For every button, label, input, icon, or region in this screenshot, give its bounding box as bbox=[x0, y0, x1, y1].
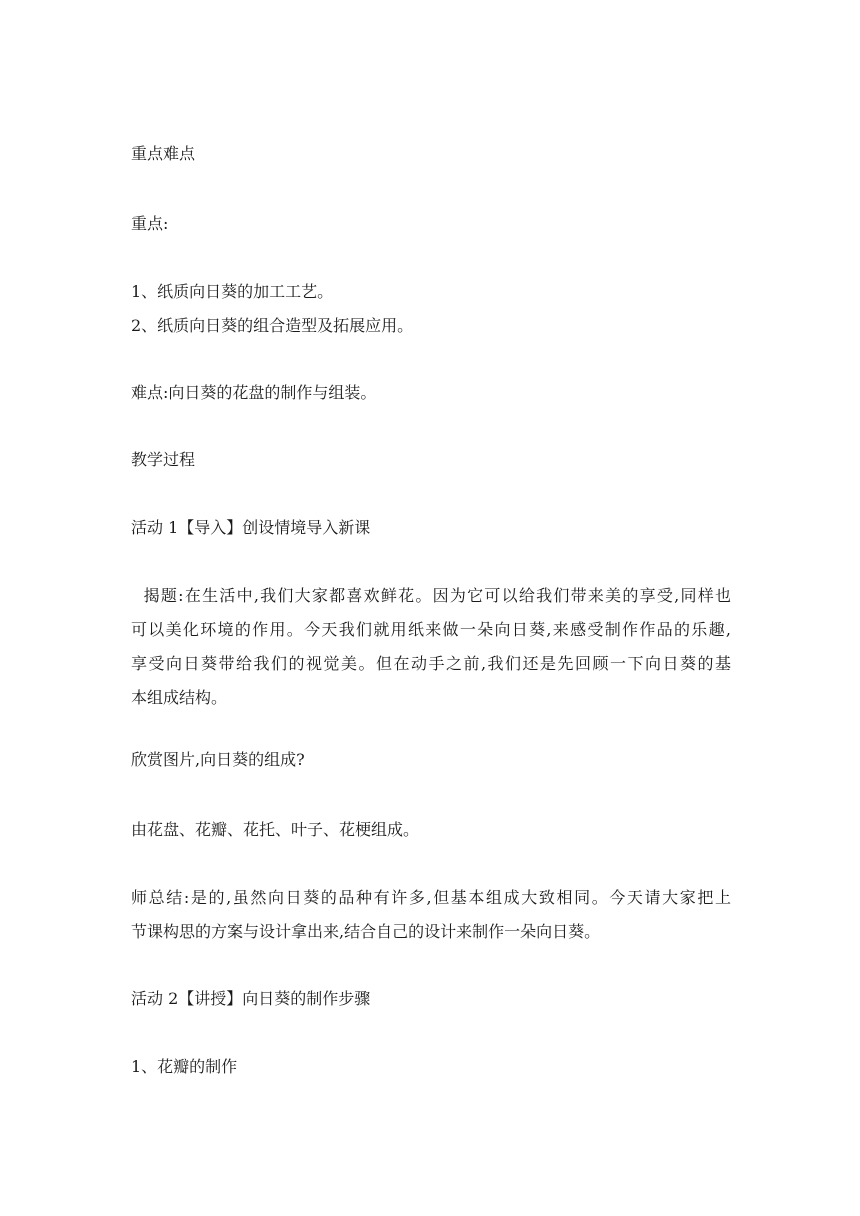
intro-paragraph bbox=[131, 579, 731, 715]
key-points-label: 重点: bbox=[131, 214, 169, 233]
activity-2-title: 活动 2【讲授】向日葵的制作步骤 bbox=[131, 989, 371, 1008]
intro-paragraph-line: 可以美化环境的作用。今天我们就用纸来做一朵向日葵,来感受制作作品的乐趣, bbox=[131, 620, 731, 639]
section-heading-key-points: 重点难点 bbox=[131, 144, 196, 163]
step-1-title: 1、花瓣的制作 bbox=[131, 1057, 238, 1076]
key-point-item-1: 1、纸质向日葵的加工工艺。 bbox=[131, 282, 334, 301]
difficulty-point: 难点:向日葵的花盘的制作与组装。 bbox=[131, 383, 377, 402]
section-heading-teaching-process: 教学过程 bbox=[131, 450, 196, 469]
intro-paragraph-line: 享受向日葵带给我们的视觉美。但在动手之前,我们还是先回顾一下向日葵的基 bbox=[131, 654, 731, 673]
summary-paragraph-line: 师总结:是的,虽然向日葵的品种有许多,但基本组成大致相同。今天请大家把上 bbox=[131, 888, 731, 907]
appreciate-question: 欣赏图片,向日葵的组成? bbox=[131, 750, 305, 769]
activity-1-title: 活动 1【导入】创设情境导入新课 bbox=[131, 518, 371, 537]
summary-paragraph-line: 节课构思的方案与设计拿出来,结合自己的设计来制作一朵向日葵。 bbox=[131, 922, 601, 941]
intro-paragraph-line: 本组成结构。 bbox=[131, 688, 228, 707]
summary-paragraph bbox=[131, 881, 731, 949]
intro-paragraph-line: 揭题:在生活中,我们大家都喜欢鲜花。因为它可以给我们带来美的享受,同样也 bbox=[131, 586, 731, 605]
key-point-item-2: 2、纸质向日葵的组合造型及拓展应用。 bbox=[131, 316, 414, 335]
composition-answer: 由花盘、花瓣、花托、叶子、花梗组成。 bbox=[131, 820, 420, 839]
